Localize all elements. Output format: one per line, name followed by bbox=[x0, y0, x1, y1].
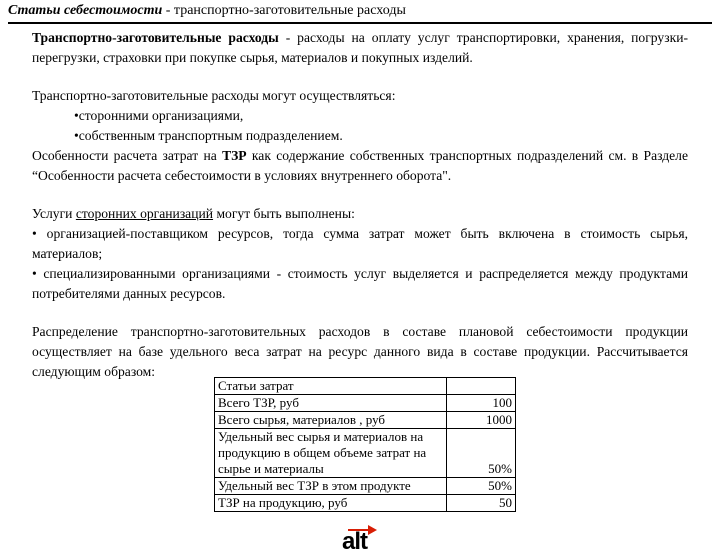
alt-logo bbox=[340, 524, 380, 555]
table-cell-value: 1000 bbox=[447, 412, 516, 429]
features-text-rest: как содержание собственных транспортных подразделений см. в Разделе “Особенности расчета себестоимости в условиях внутреннего оборота". bbox=[32, 148, 689, 183]
features-text: Особенности расчета затрат на bbox=[32, 148, 223, 163]
table-cell-label: Удельный вес сырья и материалов на продукцию в общем объеме затрат на сырье и материалы bbox=[215, 429, 447, 478]
slide-body bbox=[32, 28, 688, 382]
table-row bbox=[215, 378, 516, 395]
ways-item: •собственным транспортным подразделением. bbox=[74, 128, 343, 143]
cost-table bbox=[214, 377, 516, 512]
slide-title bbox=[8, 2, 712, 24]
logo-text: alt bbox=[342, 528, 368, 555]
table-row bbox=[215, 478, 516, 495]
table-cell-label: ТЗР на продукцию, руб bbox=[215, 495, 447, 512]
table-cell-value: 50% bbox=[447, 429, 516, 478]
table-cell-value: 50 bbox=[447, 495, 516, 512]
intro-term: Транспортно-заготовительные расходы bbox=[32, 30, 279, 45]
intro-paragraph bbox=[32, 28, 688, 68]
table-row bbox=[215, 395, 516, 412]
table-cell-label: Всего ТЗР, руб bbox=[215, 395, 447, 412]
red-arrow-icon bbox=[348, 524, 378, 536]
slide-title-rest: - транспортно-заготовительные расходы bbox=[162, 3, 406, 18]
table-cell-value: 50% bbox=[447, 478, 516, 495]
services-item: • организацией-поставщиком ресурсов, тогда сумма затрат может быть включена в стоимость сырья, материалов; bbox=[32, 226, 688, 261]
table-cell-value: 100 bbox=[447, 395, 516, 412]
intro-definition: - расходы на оплату услуг транспортировки, хранения, погрузки-перегрузки, страховки при покупке сырья, материалов и покупных изделий. bbox=[32, 30, 688, 65]
table-row bbox=[215, 412, 516, 429]
table-cell-label: Всего сырья, материалов , руб bbox=[215, 412, 447, 429]
table-header-cell: Статьи затрат bbox=[215, 378, 447, 395]
ways-item-text: собственным транспортным подразделением. bbox=[78, 128, 343, 143]
ways-lead: Транспортно-заготовительные расходы могут осуществляться: bbox=[32, 88, 396, 103]
services-item: • специализированными организациями - стоимость услуг выделяется и распределяется между продуктами потребителями данных ресурсов. bbox=[32, 266, 688, 301]
ways-item-text: сторонними организациями, bbox=[78, 108, 244, 123]
services-link[interactable]: сторонних организаций bbox=[75, 206, 214, 221]
features-paragraph bbox=[32, 146, 688, 186]
services-lead bbox=[32, 204, 688, 224]
services-lead-text: Услуги bbox=[32, 206, 76, 221]
table-row bbox=[215, 429, 516, 478]
table-cell-label: Удельный вес ТЗР в этом продукте bbox=[215, 478, 447, 495]
table-row bbox=[215, 495, 516, 512]
services-lead-rest: могут быть выполнены: bbox=[213, 206, 355, 221]
ways-item: •сторонними организациями, bbox=[74, 108, 244, 123]
slide-title-bold: Статьи себестоимости bbox=[8, 3, 163, 18]
features-abbr: ТЗР bbox=[222, 148, 247, 163]
table-cell bbox=[447, 378, 516, 395]
distribution-paragraph: Распределение транспортно-заготовительных расходов в составе плановой себестоимости продукции осуществляет на базе удельного веса затрат на ресурс данного вида в составе продукции. Рассчитывается следующим образом: bbox=[32, 324, 688, 379]
